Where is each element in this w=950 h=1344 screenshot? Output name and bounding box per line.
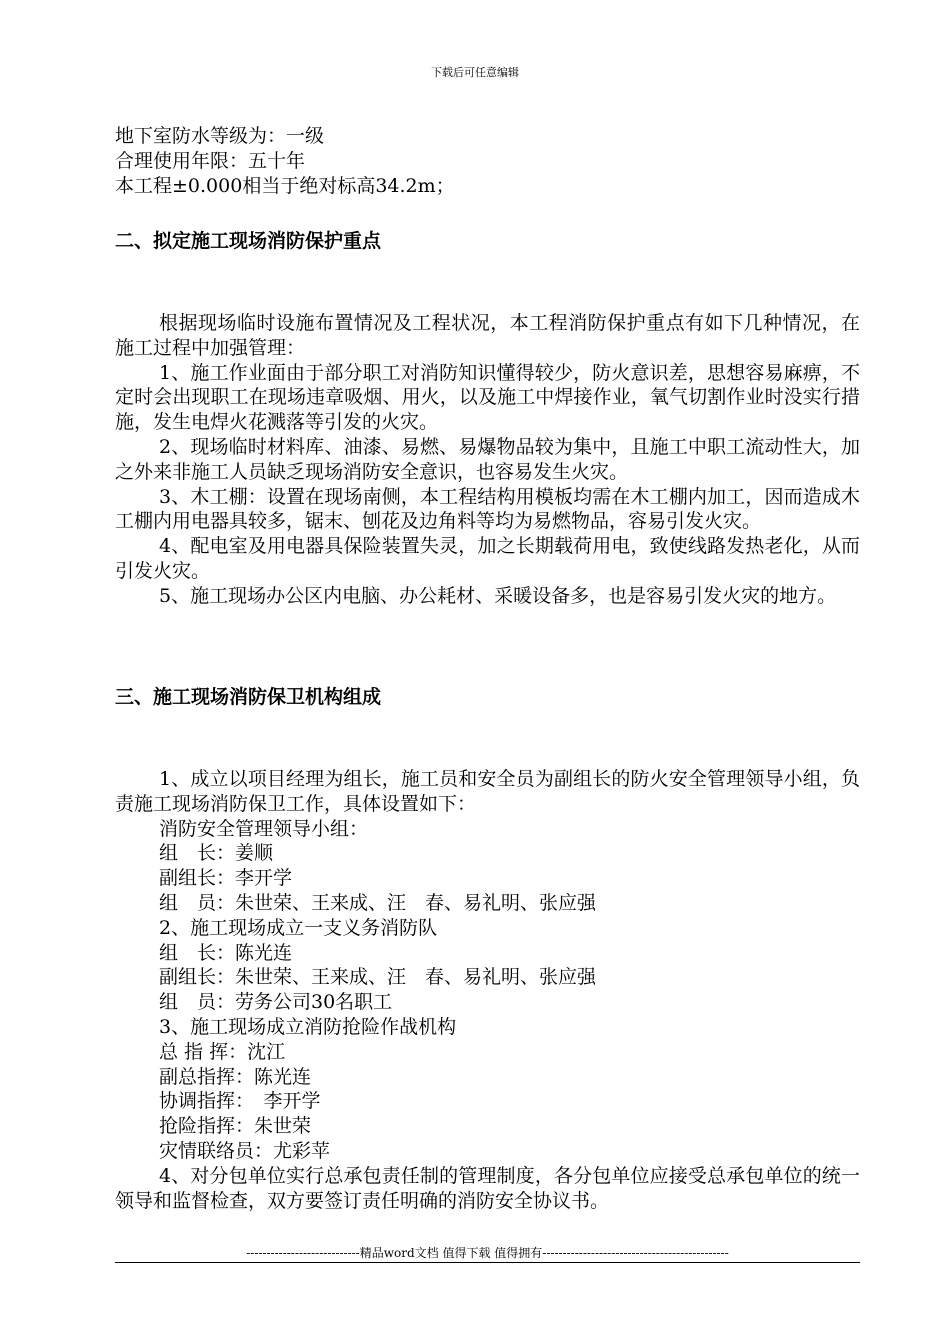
org-line: 总 指 挥：沈江 xyxy=(159,1040,286,1063)
paragraph: 2、现场临时材料库、油漆、易燃、易爆物品较为集中，且施工中职工流动性大，加之外来非施工人员缺乏现场消防安全意识，也容易发生火灾。 xyxy=(115,435,860,483)
paragraph: 4、配电室及用电器具保险装置失灵，加之长期载荷用电，致使线路发热老化，从而引发火灾。 xyxy=(115,535,860,582)
org-line: 灾情联络员：尤彩苹 xyxy=(159,1139,331,1162)
section-3-body xyxy=(115,767,860,1213)
paragraph: 5、施工现场办公区内电脑、办公耗材、采暖设备多，也是容易引发火灾的地方。 xyxy=(159,584,837,607)
section-2-heading: 二、拟定施工现场消防保护重点 xyxy=(115,230,382,252)
org-line: 组 长：陈光连 xyxy=(159,941,293,964)
org-line: 副组长：朱世荣、王来成、汪 春、易礼明、张应强 xyxy=(159,966,597,989)
paragraph: 1、施工作业面由于部分职工对消防知识懂得较少，防火意识差，思想容易麻痹，不定时会出现职工在现场违章吸烟、用火，以及施工中焊接作业，氧气切割作业时没实行措施，发生电焊火花溅落等引发的火灾。 xyxy=(115,361,860,434)
paragraph: 4、对分包单位实行总承包责任制的管理制度，各分包单位应接受总承包单位的统一领导和监督检查，双方要签订责任明确的消防安全协议书。 xyxy=(115,1164,860,1212)
paragraph: 1、成立以项目经理为组长，施工员和安全员为副组长的防火安全管理领导小组，负责施工现场消防保卫工作，具体设置如下： xyxy=(115,768,860,815)
org-line: 消防安全管理领导小组： xyxy=(159,817,369,840)
section-3-heading: 三、施工现场消防保卫机构组成 xyxy=(115,686,382,708)
footer-rule xyxy=(115,1262,860,1263)
intro-line: 本工程±0.000相当于绝对标高34.2m； xyxy=(115,174,455,197)
org-line: 组 员：劳务公司30名职工 xyxy=(159,991,393,1014)
intro-line: 地下室防水等级为：一级 xyxy=(115,125,325,147)
page-footer: ----------------------------精品word文档 值得下载 值得拥有---------------------------------------------- xyxy=(246,1246,729,1260)
org-line: 3、施工现场成立消防抢险作战机构 xyxy=(159,1015,457,1038)
org-line: 组 员：朱世荣、王来成、汪 春、易礼明、张应强 xyxy=(159,891,597,914)
intro-line: 合理使用年限：五十年 xyxy=(115,149,306,172)
org-line: 抢险指挥：朱世荣 xyxy=(159,1115,312,1138)
org-line: 协调指挥： 李开学 xyxy=(159,1090,321,1113)
org-line: 副总指挥：陈光连 xyxy=(159,1065,312,1088)
org-line: 组 长：姜顺 xyxy=(159,842,274,865)
page-header: 下载后可任意编辑 xyxy=(431,66,519,79)
org-line: 副组长：李开学 xyxy=(159,867,293,890)
section-2-body xyxy=(115,311,860,609)
org-line: 2、施工现场成立一支义务消防队 xyxy=(159,916,438,939)
paragraph: 根据现场临时设施布置情况及工程状况，本工程消防保护重点有如下几种情况，在施工过程中加强管理： xyxy=(115,312,860,359)
intro-block xyxy=(115,124,860,198)
paragraph: 3、木工棚：设置在现场南侧，本工程结构用模板均需在木工棚内加工，因而造成木工棚内用电器具较多，锯末、刨花及边角料等均为易燃物品，容易引发火灾。 xyxy=(115,485,860,533)
